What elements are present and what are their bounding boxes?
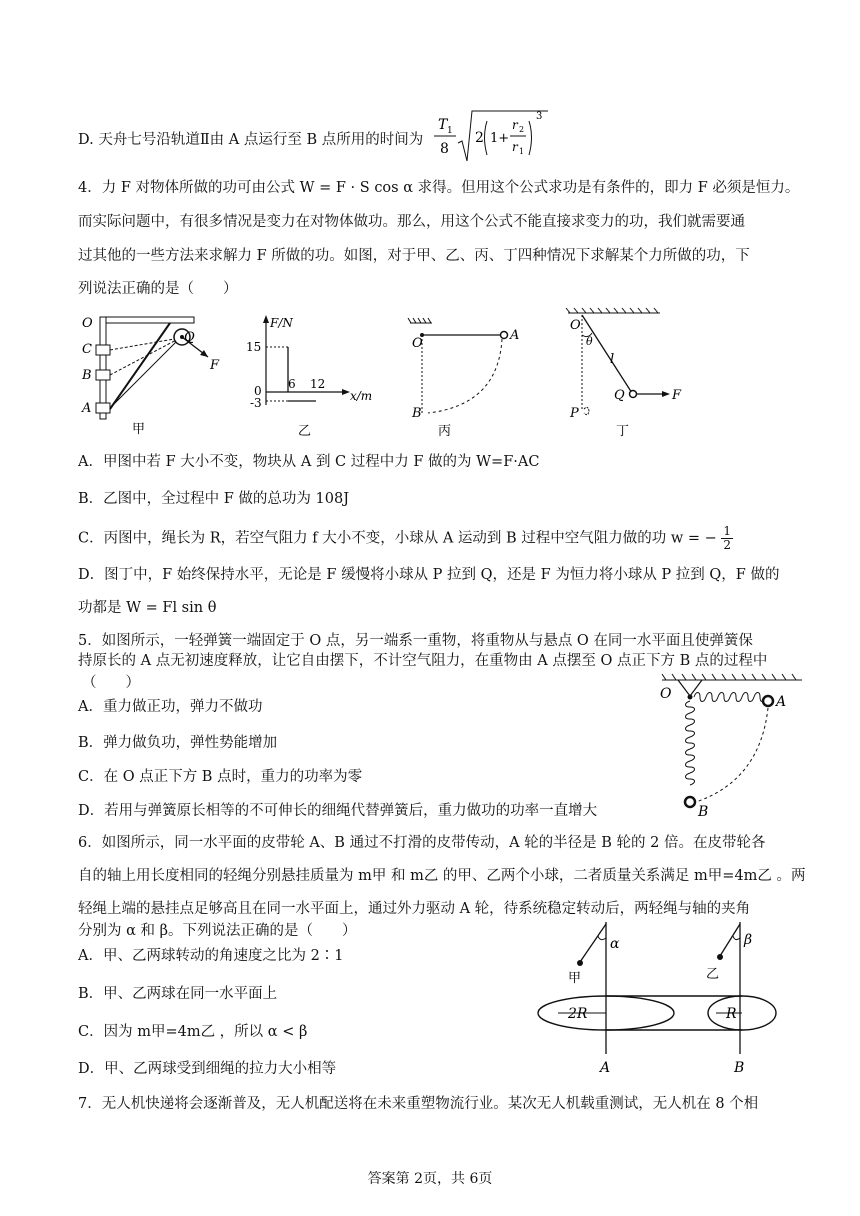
q6-label-jia: 甲 — [568, 971, 582, 986]
bing-caption: 丙 — [438, 424, 452, 439]
q6-stem-3: 轻绳上端的悬挂点足够高且在同一水平面上，通过外力驱动 A 轮，待系统稳定转动后，两轻绳与轴的夹角 — [78, 901, 751, 917]
q4-stem-4: 列说法正确的是（ ） — [78, 281, 238, 297]
formula-r1-sub: 1 — [519, 147, 525, 156]
formula-one: 1+ — [490, 131, 510, 146]
q3-option-d-text: D. 天舟七号沿轨道Ⅱ由 A 点运行至 B 点所用的时间为 — [78, 132, 424, 148]
q5-option-c: C．在 O 点正下方 B 点时，重力的功率为零 — [78, 769, 363, 785]
jia-label-q: Q — [184, 330, 195, 345]
formula-two: 2 — [475, 130, 484, 146]
ding-label-q: Q — [614, 388, 625, 403]
q6-option-d: D．甲、乙两球受到细绳的拉力大小相等 — [78, 1061, 337, 1077]
q4-option-d-2: 功都是 W = Fl sin θ — [78, 600, 217, 616]
q5-option-b: B．弹力做负功，弹性势能增加 — [78, 735, 278, 751]
bing-label-b: B — [412, 406, 422, 421]
yi-axis-x: x/m — [350, 389, 373, 403]
jia-label-f: F — [210, 358, 220, 373]
q6-label-alpha: α — [610, 936, 620, 952]
q4-option-a: A．甲图中若 F 大小不变，物块从 A 到 C 过程中力 F 做的为 W=F·AC — [78, 454, 540, 470]
q6-label-2r: 2R — [568, 1006, 588, 1022]
ding-caption: 丁 — [616, 424, 630, 439]
q5-label-b: B — [698, 804, 709, 820]
formula-r1: r — [512, 140, 518, 154]
q6-stem-4: 分别为 α 和 β。下列说法正确的是（ ） — [78, 923, 357, 939]
q5-stem-3: （ ） — [82, 675, 140, 691]
yi-tick-6: 6 — [288, 377, 296, 391]
yi-tick-0: 0 — [254, 384, 262, 398]
ding-label-o: O — [570, 318, 581, 333]
q5-label-a: A — [776, 694, 787, 710]
formula-r2-sub: 2 — [519, 125, 525, 134]
q6-label-yi: 乙 — [706, 967, 720, 982]
q4-option-c-den: 2 — [723, 538, 732, 552]
yi-tick-15: 15 — [246, 340, 262, 354]
q5-figure — [632, 670, 812, 824]
ding-label-f: F — [672, 388, 682, 403]
q6-figure — [530, 920, 800, 1084]
q6-option-b: B．甲、乙两球在同一水平面上 — [78, 986, 278, 1002]
jia-label-a: A — [82, 401, 92, 416]
jia-caption: 甲 — [132, 422, 146, 437]
ding-label-p: P — [570, 406, 579, 421]
q4-stem-1: 4．力 F 对物体所做的功可由公式 W = F · S cos α 求得。但用这个公式求功是有条件的，即力 F 必须是恒力。 — [78, 180, 800, 196]
formula-t-sub: 1 — [447, 126, 453, 136]
bing-label-a: A — [510, 328, 520, 343]
jia-label-c: C — [82, 342, 92, 357]
q6-label-a: A — [600, 1060, 611, 1076]
q6-label-r: R — [726, 1006, 737, 1022]
q5-option-a: A．重力做正功，弹力不做功 — [78, 699, 263, 715]
q4-stem-2: 而实际问题中，有很多情况是变力在对物体做功。那么，用这个公式不能直接求变力的功，我们就需要通 — [78, 214, 745, 230]
q5-stem-2: 持原长的 A 点无初速度释放，让它自由摆下，不计空气阻力，在重物由 A 点摆至 O 点正下方 B 点的过程中 — [78, 653, 768, 669]
formula-r2: r — [512, 118, 518, 132]
yi-tick-m3: -3 — [250, 396, 262, 410]
yi-axis-y: F/N — [270, 316, 293, 330]
q4-option-c-num: 1 — [723, 524, 732, 538]
formula-den: 8 — [440, 141, 449, 157]
q7-stem-1: 7．无人机快递将会逐渐普及，无人机配送将在未来重塑物流行业。某次无人机载重测试，无人机在 8 个相 — [78, 1096, 759, 1112]
q5-label-o: O — [660, 686, 672, 702]
q6-stem-2: 自的轴上用长度相同的轻绳分别悬挂质量为 m甲 和 m乙 的甲、乙两个小球，二者质量关系满足 m甲=4m乙 。两 — [78, 868, 806, 884]
ding-label-l: l — [610, 352, 615, 367]
formula-exp: 3 — [536, 111, 543, 122]
q3-option-d — [78, 130, 423, 150]
q5-option-d: D．若用与弹簧原长相等的不可伸长的细绳代替弹簧后，重力做功的功率一直增大 — [78, 803, 598, 819]
q5-stem-1: 5．如图所示，一轻弹簧一端固定于 O 点，另一端系一重物，将重物从与悬点 O 在同一水平面且使弹簧保 — [78, 633, 753, 649]
q6-stem-1: 6．如图所示，同一水平面的皮带轮 A、B 通过不打滑的皮带传动，A 轮的半径是 B 轮的 2 倍。在皮带轮各 — [78, 835, 766, 851]
page-footer: 答案第 2页，共 6页 — [367, 1171, 493, 1187]
q6-label-beta: β — [744, 932, 753, 948]
q4-option-c-text: C．丙图中，绳长为 R，若空气阻力 f 大小不变，小球从 A 运动到 B 过程中空气阻力做的功 w = − — [78, 530, 717, 547]
q6-label-b: B — [734, 1060, 745, 1076]
q4-option-b: B．乙图中，全过程中 F 做的总功为 108J — [78, 491, 350, 507]
jia-label-o: O — [82, 316, 93, 331]
ding-label-theta: θ — [586, 335, 593, 348]
jia-label-b: B — [82, 368, 92, 383]
q6-option-c: C．因为 m甲=4m乙 ，所以 α < β — [78, 1024, 308, 1040]
figure-yi — [246, 315, 372, 439]
q4-figures — [70, 305, 710, 444]
bing-label-o: O — [412, 336, 423, 351]
figure-jia — [81, 316, 220, 437]
q4-option-c — [78, 525, 733, 552]
q3-formula — [430, 105, 550, 171]
yi-caption: 乙 — [298, 424, 312, 439]
q6-option-a: A．甲、乙两球转动的角速度之比为 2∶1 — [78, 948, 344, 964]
q4-option-c-fraction — [721, 525, 733, 552]
figure-bing — [408, 318, 519, 439]
q4-stem-3: 过其他的一些方法来求解力 F 所做的功。如图，对于甲、乙、丙、丁四种情况下求解某个力所做的功，下 — [78, 248, 750, 264]
q4-option-d-1: D．图丁中，F 始终保持水平，无论是 F 缓慢将小球从 P 拉到 Q，还是 F 为恒力将小球从 P 拉到 Q，F 做的 — [78, 567, 780, 583]
formula-t: T — [438, 117, 448, 133]
yi-tick-12: 12 — [310, 377, 326, 391]
figure-ding — [566, 308, 682, 439]
